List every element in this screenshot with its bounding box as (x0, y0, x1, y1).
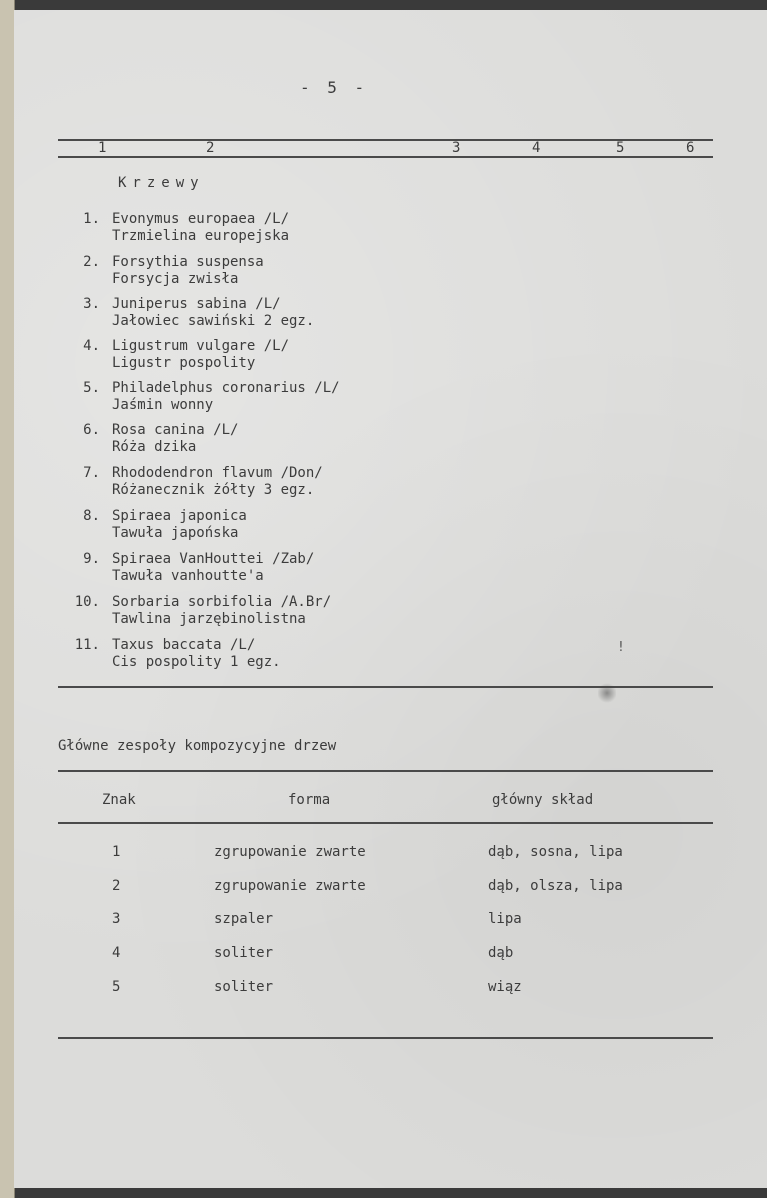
item-number: 1. (83, 211, 100, 227)
item-number: 3. (83, 296, 100, 312)
table-cell-forma: soliter (214, 979, 274, 995)
table-cell-sklad: wiąz (488, 979, 522, 995)
table-cell-sklad: dąb, olsza, lipa (488, 878, 623, 894)
table-cell-forma: zgrupowanie zwarte (214, 878, 366, 894)
margin-mark: ! (617, 640, 625, 655)
latin-name: Spiraea VanHouttei /Zab/ (112, 551, 315, 567)
latin-name: Sorbaria sorbifolia /A.Br/ (112, 594, 332, 610)
table-header-rule (58, 822, 713, 824)
polish-name: Różanecznik żółty 3 egz. (112, 482, 315, 498)
latin-name: Philadelphus coronarius /L/ (112, 380, 340, 396)
table-cell-sklad: dąb, sosna, lipa (488, 844, 623, 860)
polish-name: Forsycja zwisła (112, 271, 239, 287)
latin-name: Evonymus europaea /L/ (112, 211, 290, 227)
item-number: 9. (83, 551, 100, 567)
latin-name: Juniperus sabina /L/ (112, 296, 281, 312)
table-top-rule (58, 770, 713, 772)
table-title: Główne zespoły kompozycyjne drzew (58, 738, 337, 754)
polish-name: Trzmielina europejska (112, 228, 290, 244)
latin-name: Forsythia suspensa (112, 254, 264, 270)
latin-name: Taxus baccata /L/ (112, 637, 256, 653)
table-header: forma (288, 792, 331, 808)
polish-name: Jałowiec sawiński 2 egz. (112, 313, 315, 329)
binder-edge (0, 0, 15, 1198)
table-cell-znak: 5 (112, 979, 121, 995)
table-cell-znak: 2 (112, 878, 121, 894)
header-top-rule (58, 139, 713, 141)
item-number: 2. (83, 254, 100, 270)
item-number: 8. (83, 508, 100, 524)
item-number: 6. (83, 422, 100, 438)
table-header: Znak (102, 792, 136, 808)
table-cell-sklad: lipa (488, 911, 522, 927)
column-number: 1 (98, 140, 107, 156)
column-number: 6 (686, 140, 695, 156)
table-cell-sklad: dąb (488, 945, 514, 961)
latin-name: Rosa canina /L/ (112, 422, 239, 438)
table-cell-znak: 3 (112, 911, 121, 927)
latin-name: Spiraea japonica (112, 508, 247, 524)
table-cell-znak: 1 (112, 844, 121, 860)
header-bottom-rule (58, 156, 713, 158)
polish-name: Tawlina jarzębinolistna (112, 611, 306, 627)
column-number: 2 (206, 140, 215, 156)
column-number: 4 (532, 140, 541, 156)
table-bottom-rule (58, 1037, 713, 1039)
section-heading: Krzewy (118, 175, 205, 191)
polish-name: Cis pospolity 1 egz. (112, 654, 281, 670)
table-header: główny skład (492, 792, 594, 808)
polish-name: Ligustr pospolity (112, 355, 256, 371)
item-number: 11. (74, 637, 100, 653)
polish-name: Tawuła vanhoutte'a (112, 568, 264, 584)
table-cell-forma: szpaler (214, 911, 274, 927)
item-number: 10. (74, 594, 100, 610)
item-number: 7. (83, 465, 100, 481)
latin-name: Rhododendron flavum /Don/ (112, 465, 323, 481)
table-cell-znak: 4 (112, 945, 121, 961)
polish-name: Tawuła japońska (112, 525, 239, 541)
column-number: 3 (452, 140, 461, 156)
polish-name: Jaśmin wonny (112, 397, 214, 413)
item-number: 4. (83, 338, 100, 354)
item-number: 5. (83, 380, 100, 396)
ink-smudge (598, 682, 616, 704)
table-cell-forma: soliter (214, 945, 274, 961)
latin-name: Ligustrum vulgare /L/ (112, 338, 290, 354)
polish-name: Róża dzika (112, 439, 197, 455)
table-cell-forma: zgrupowanie zwarte (214, 844, 366, 860)
page-number: - 5 - (300, 78, 369, 97)
column-number: 5 (616, 140, 625, 156)
